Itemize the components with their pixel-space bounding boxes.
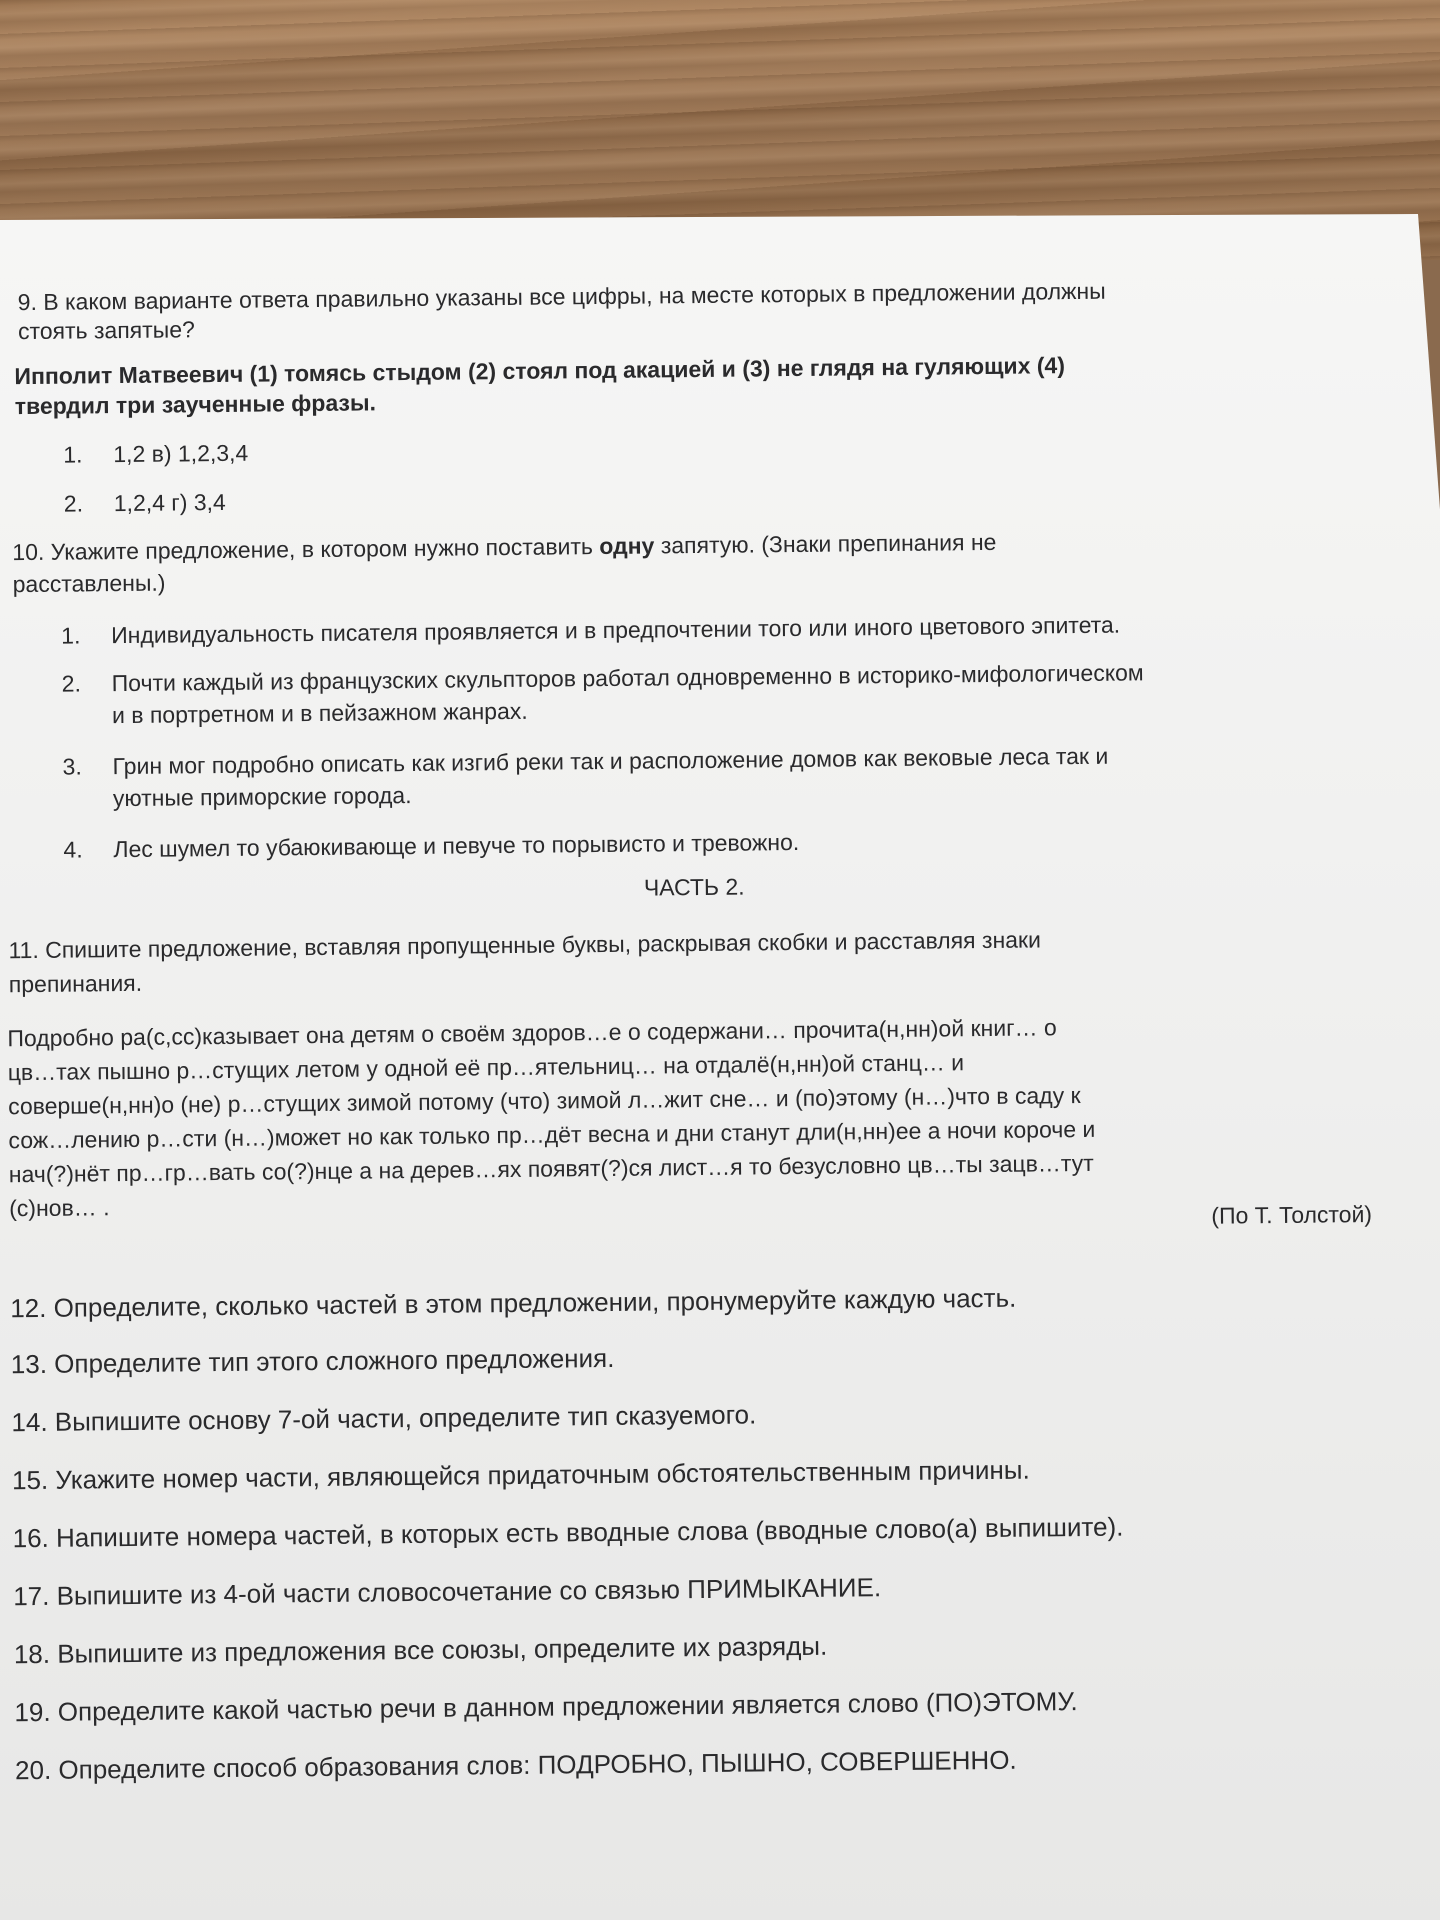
q11-line-1: 11. Спишите предложение, вставляя пропущенные буквы, раскрывая скобки и расставляя знаки [8,926,1042,964]
q9-line-2: стоять запятые? [17,316,195,345]
q10-line-1: 10. Укажите предложение, в котором нужно поставить одну запятую. (Знаки препинания не [12,528,997,566]
part-2-heading: ЧАСТЬ 2. [643,873,745,901]
question-20: 20. Определите способ образования слов: ПОДРОБНО, ПЫШНО, СОВЕРШЕННО. [14,1744,1017,1786]
q11-text-line-6: (с)нов… . [9,1194,110,1222]
question-15: 15. Укажите номер части, являющейся придаточным обстоятельственным причины. [11,1454,1030,1496]
q9-sentence-line-2: твердил три заученные фразы. [14,389,377,420]
q10-option-2: 2. Почти каждый из французских скульпторов работал одновременно в историко-мифологическом [61,659,1144,697]
question-19: 19. Определите какой частью речи в данном предложении является слово (ПО)ЭТОМУ. [14,1686,1078,1728]
q9-sentence-line-1: Ипполит Матвеевич (1) томясь стыдом (2) стоял под акацией и (3) не глядя на гуляющих (4) [14,352,1066,390]
q9-line-1: 9. В каком варианте ответа правильно указаны все цифры, на месте которых в предложении должны [17,277,1106,316]
question-16: 16. Напишите номера частей, в которых есть вводные слова (вводные слово(а) выпишите). [12,1511,1124,1554]
question-13: 13. Определите тип этого сложного предложения. [10,1342,615,1380]
q10-option-2-line-2: и в портретном и в пейзажном жанрах. [111,697,528,729]
question-14: 14. Выпишите основу 7-ой части, определите тип сказуемого. [11,1399,757,1438]
q11-source: (По Т. Толстой) [1211,1200,1373,1229]
q11-text-line-3: соверше(н,нн)о (не) р…стущих зимой потому (что) зимой л…жит сне… и (по)этому (н…)что в саду к [7,1082,1081,1120]
q10-option-3: 3. Грин мог подробно описать как изгиб реки так и расположение домов как вековые леса так и [62,742,1109,780]
q10-option-3-line-2: уютные приморские города. [112,782,412,812]
q11-text-line-5: нач(?)нёт пр…гр…вать со(?)нце а на дерев…ях появят(?)ся лист…я то безусловно цв…ты зацв…тут [8,1149,1094,1188]
q11-text-line-4: сож…лению р…сти (н…)может но как только пр…дёт весна и дни станут дли(н,нн)ее а ночи короче и [8,1115,1096,1154]
q10-line-2: расставлены.) [12,569,166,598]
q10-option-4: 4. Лес шумел то убаюкивающе и певуче то порывисто и тревожно. [63,828,800,863]
q11-text-line-1: Подробно ра(с,сс)казывает она детям о своём здоров…е о содержани… прочита(н,нн)ой книг… о [7,1014,1057,1052]
question-17: 17. Выпишите из 4-ой части словосочетание со связью ПРИМЫКАНИЕ. [13,1572,882,1612]
q9-option-1: 1. 1,2 в) 1,2,3,4 [63,439,249,468]
q11-line-2: препинания. [8,969,143,998]
question-18: 18. Выпишите из предложения все союзы, определите их разряды. [13,1630,828,1670]
q10-option-1: 1. Индивидуальность писателя проявляется и в предпочтении того или иного цветового эпитета. [61,611,1121,649]
question-12: 12. Определите, сколько частей в этом предложении, пронумеруйте каждую часть. [10,1282,1017,1324]
q9-option-2: 2. 1,2,4 г) 3,4 [63,488,226,517]
q11-text-line-2: цв…тах пышно р…стущих летом у одной её пр…ятельниц… на отдалё(н,нн)ой станц… и [7,1049,965,1086]
